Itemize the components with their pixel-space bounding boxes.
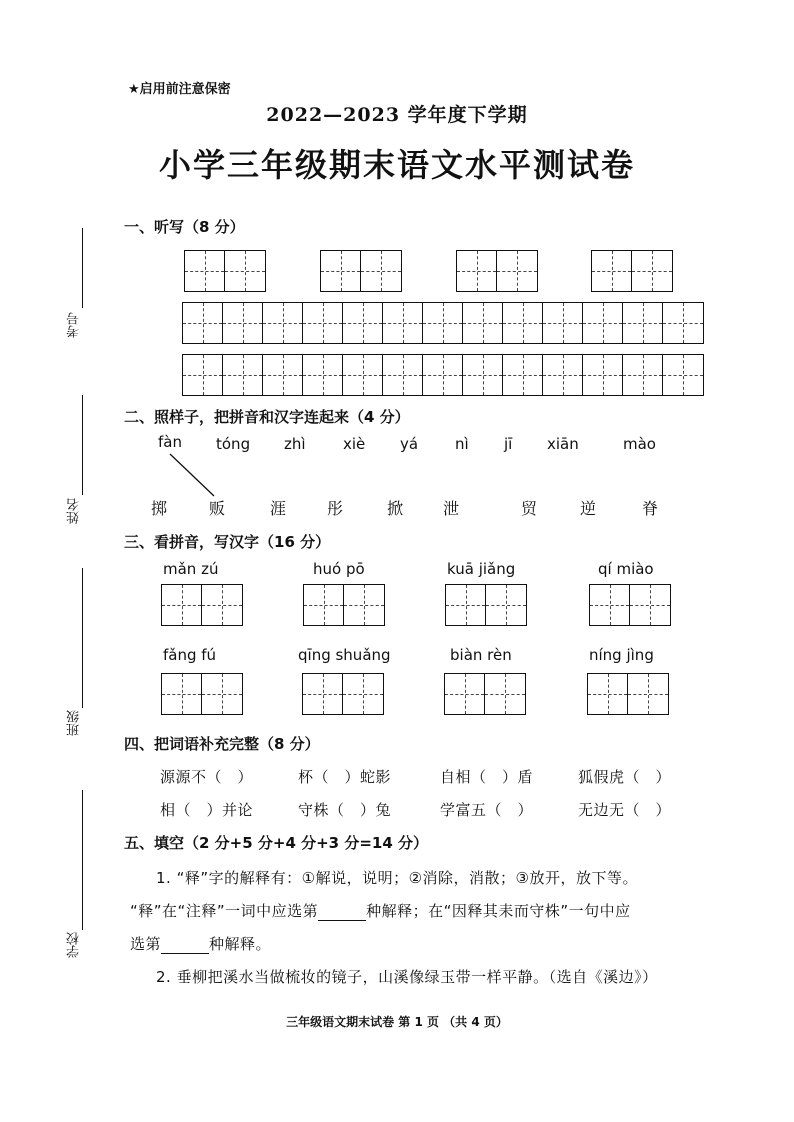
grid-cell[interactable] (590, 585, 630, 625)
grid-cell[interactable] (630, 585, 670, 625)
pinyin-word-7: biàn rèn (450, 646, 512, 664)
hanzi-2: 贩 (209, 499, 226, 518)
confidential-note: ★启用前注意保密 (128, 82, 231, 97)
grid-cell[interactable] (457, 251, 497, 291)
pinyin-4: xiè (343, 435, 366, 453)
idiom-4[interactable]: 狐假虎（ ） (578, 768, 672, 786)
question-1-text-c: 选第 (130, 935, 162, 953)
idiom-6[interactable]: 守株（ ）兔 (298, 801, 392, 819)
write-box-3[interactable] (445, 584, 527, 626)
idiom-3[interactable]: 自相（ ）盾 (440, 768, 534, 786)
grid-cell[interactable] (628, 674, 668, 714)
question-1-text-b: 种解释；在“因释其耒而守株”一句中应 (366, 902, 631, 920)
exam-no-line (82, 228, 83, 308)
grid-cell[interactable] (303, 303, 343, 343)
grid-cell[interactable] (463, 355, 503, 395)
write-box-2[interactable] (303, 584, 385, 626)
hanzi-9: 脊 (642, 499, 659, 518)
grid-cell[interactable] (663, 355, 703, 395)
grid-cell[interactable] (623, 355, 663, 395)
hanzi-7: 贸 (521, 499, 538, 518)
section-5-heading: 五、填空（2 分+5 分+4 分+3 分=14 分） (124, 834, 429, 852)
name-label: 姓名 (67, 498, 82, 524)
write-box-1[interactable] (161, 584, 243, 626)
pinyin-word-4: qí miào (598, 560, 654, 578)
write-box-6[interactable] (302, 673, 384, 715)
grid-cell[interactable] (303, 355, 343, 395)
answer-blank-1[interactable] (318, 906, 366, 921)
hanzi-6: 泄 (443, 499, 460, 518)
question-1-line-3 (130, 933, 271, 954)
grid-cell[interactable] (162, 585, 202, 625)
grid-cell[interactable] (486, 585, 526, 625)
grid-cell[interactable] (485, 674, 525, 714)
pinyin-7: jī (504, 435, 513, 453)
grid-cell[interactable] (183, 355, 223, 395)
grid-cell[interactable] (361, 251, 401, 291)
grid-cell[interactable] (343, 674, 383, 714)
grid-cell[interactable] (304, 585, 344, 625)
grid-cell[interactable] (223, 303, 263, 343)
pinyin-2: tóng (216, 435, 251, 453)
section-2-heading: 二、照样子，把拼音和汉字连起来（4 分） (124, 408, 410, 426)
grid-cell[interactable] (162, 674, 202, 714)
grid-cell[interactable] (663, 303, 703, 343)
question-1-line-1: 1. “释”字的解释有：①解说，说明；②消除，消散；③放开，放下等。 (156, 869, 638, 887)
grid-cell[interactable] (503, 355, 543, 395)
grid-cell[interactable] (423, 355, 463, 395)
pinyin-6: nì (455, 435, 469, 453)
dictation-box-4[interactable] (591, 250, 673, 292)
idiom-2[interactable]: 杯（ ）蛇影 (298, 768, 392, 786)
school-label: 学校 (67, 932, 82, 958)
pinyin-word-3: kuā jiǎng (447, 560, 516, 578)
idiom-1[interactable]: 源源不（ ） (160, 768, 254, 786)
dictation-box-3[interactable] (456, 250, 538, 292)
grid-cell[interactable] (543, 303, 583, 343)
hanzi-8: 逆 (580, 499, 597, 518)
pinyin-8: xiān (547, 435, 579, 453)
grid-cell[interactable] (303, 674, 343, 714)
pinyin-word-8: níng jìng (589, 646, 654, 664)
pinyin-word-2: huó pō (313, 560, 365, 578)
dictation-box-2[interactable] (320, 250, 402, 292)
idiom-8[interactable]: 无边无（ ） (578, 801, 672, 819)
grid-cell[interactable] (202, 585, 242, 625)
school-line (82, 790, 83, 930)
grid-cell[interactable] (343, 355, 383, 395)
class-label: 班级 (67, 710, 82, 736)
grid-cell[interactable] (263, 355, 303, 395)
write-box-4[interactable] (589, 584, 671, 626)
question-1-text-a: “释”在“注释”一词中应选第 (130, 902, 319, 920)
grid-cell[interactable] (583, 355, 623, 395)
hanzi-5: 掀 (387, 499, 404, 518)
pinyin-1: fàn (158, 433, 182, 451)
pinyin-3: zhì (284, 435, 306, 453)
grid-cell[interactable] (185, 251, 225, 291)
page-title: 小学三年级期末语文水平测试卷 (158, 146, 635, 184)
name-line (82, 395, 83, 495)
grid-cell[interactable] (463, 303, 503, 343)
section-3-heading: 三、看拼音，写汉字（16 分） (124, 533, 331, 551)
grid-cell[interactable] (583, 303, 623, 343)
write-box-7[interactable] (444, 673, 526, 715)
grid-cell[interactable] (225, 251, 265, 291)
pinyin-word-6: qīng shuǎng (298, 646, 391, 664)
class-line (82, 568, 83, 708)
section-1-heading: 一、听写（8 分） (124, 218, 245, 236)
idiom-5[interactable]: 相（ ）并论 (160, 801, 254, 819)
grid-cell[interactable] (632, 251, 672, 291)
grid-cell[interactable] (543, 355, 583, 395)
grid-cell[interactable] (383, 355, 423, 395)
grid-cell[interactable] (588, 674, 628, 714)
page-footer: 三年级语文期末试卷 第 1 页 （共 4 页） (286, 1015, 508, 1029)
grid-cell[interactable] (445, 674, 485, 714)
grid-cell[interactable] (497, 251, 537, 291)
answer-blank-2[interactable] (161, 939, 209, 954)
hanzi-3: 涯 (270, 499, 287, 518)
pinyin-5: yá (400, 435, 419, 453)
grid-cell[interactable] (423, 303, 463, 343)
question-1-line-2 (130, 900, 631, 921)
grid-cell[interactable] (343, 303, 383, 343)
question-2-line-1: 2. 垂柳把溪水当做梳妆的镜子，山溪像绿玉带一样平静。（选自《溪边》） (156, 968, 658, 986)
exam-no-label: 考号 (67, 312, 82, 338)
pinyin-word-5: fǎng fú (163, 646, 217, 664)
grid-cell[interactable] (202, 674, 242, 714)
dictation-row-1[interactable] (182, 302, 704, 344)
write-box-5[interactable] (161, 673, 243, 715)
question-1-text-d: 种解释。 (209, 935, 272, 953)
hanzi-1: 掷 (151, 499, 168, 518)
example-connector-line (160, 450, 220, 500)
grid-cell[interactable] (344, 585, 384, 625)
grid-cell[interactable] (623, 303, 663, 343)
section-4-heading: 四、把词语补充完整（8 分） (124, 735, 320, 753)
grid-cell[interactable] (592, 251, 632, 291)
pinyin-9: mào (623, 435, 656, 453)
write-box-8[interactable] (587, 673, 669, 715)
grid-cell[interactable] (263, 303, 303, 343)
grid-cell[interactable] (223, 355, 263, 395)
hanzi-4: 彤 (327, 499, 344, 518)
pinyin-word-1: mǎn zú (163, 560, 219, 578)
school-year: 2022—2023 学年度下学期 (266, 104, 528, 126)
grid-cell[interactable] (503, 303, 543, 343)
grid-cell[interactable] (446, 585, 486, 625)
dictation-row-2[interactable] (182, 354, 704, 396)
grid-cell[interactable] (383, 303, 423, 343)
dictation-box-1[interactable] (184, 250, 266, 292)
idiom-7[interactable]: 学富五（ ） (440, 801, 534, 819)
grid-cell[interactable] (321, 251, 361, 291)
grid-cell[interactable] (183, 303, 223, 343)
